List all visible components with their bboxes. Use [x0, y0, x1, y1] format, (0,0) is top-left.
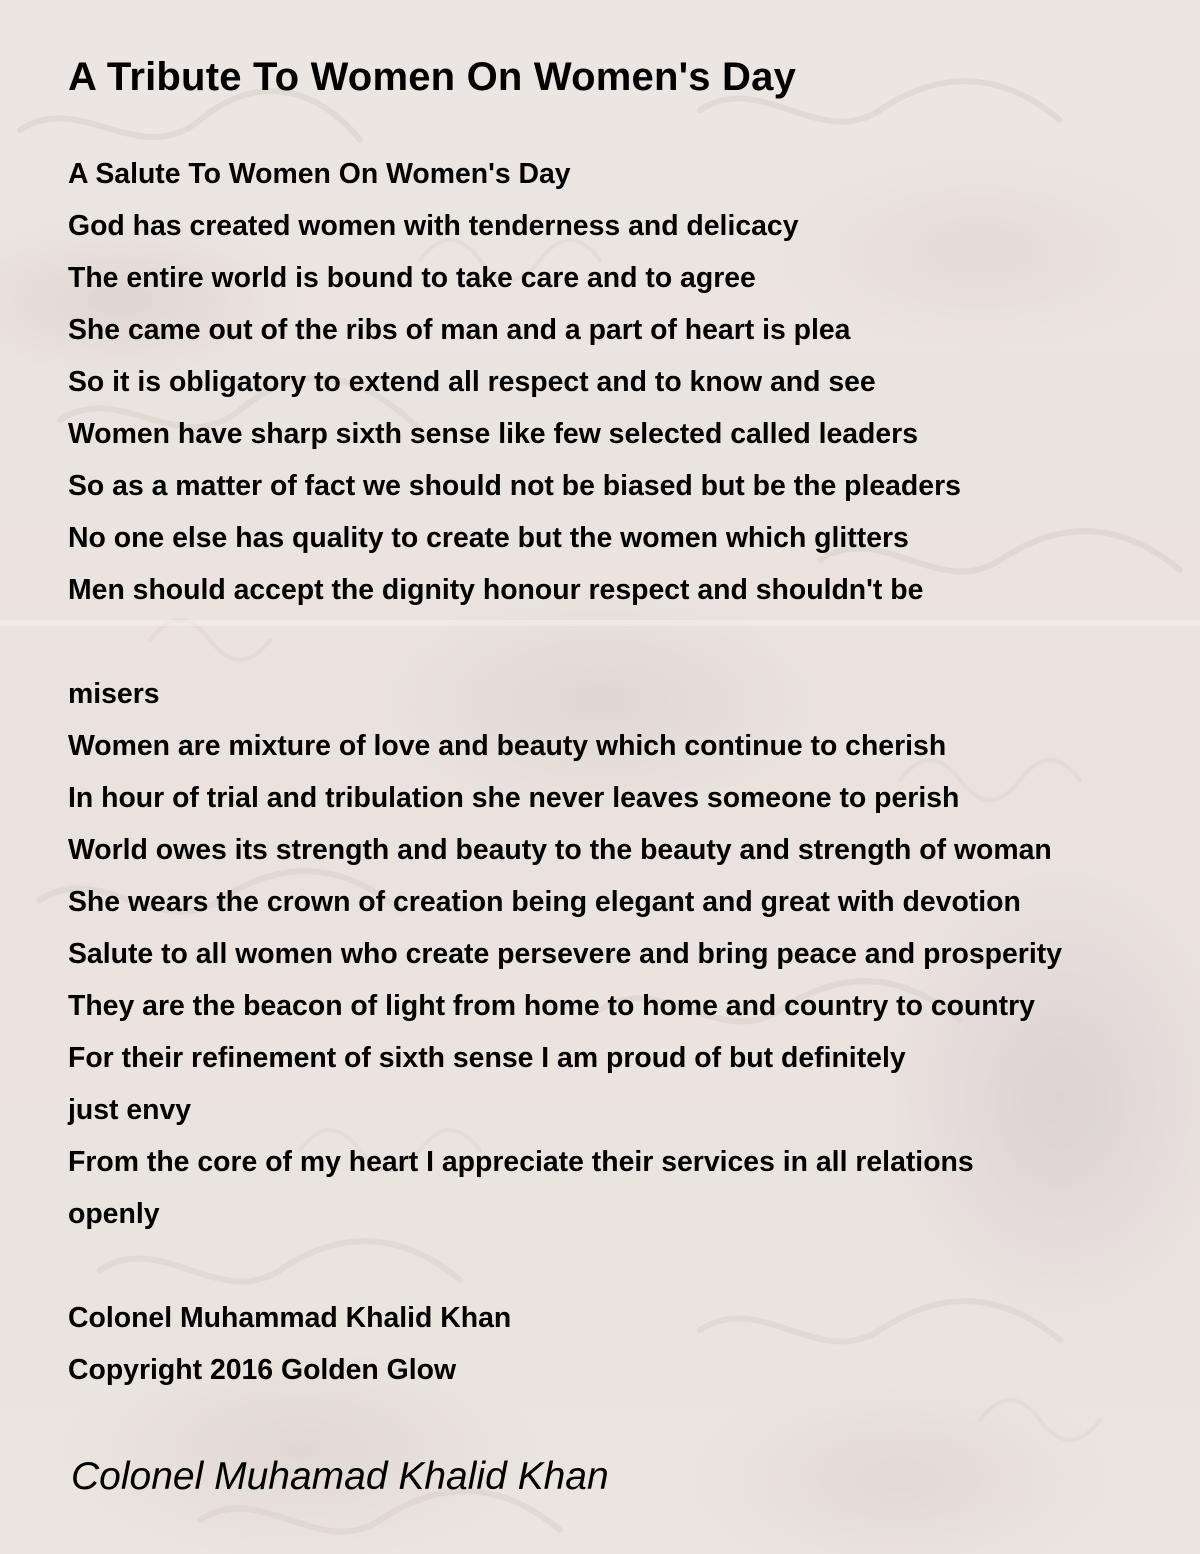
poem-line: Men should accept the dignity honour respect and shouldn't be [68, 574, 924, 606]
author-signature: Colonel Muhamad Khalid Khan [71, 1455, 609, 1498]
poem-credits [68, 1292, 511, 1396]
poem-line: For their refinement of sixth sense I am proud of but definitely [68, 1042, 906, 1074]
poem-line: openly [68, 1198, 160, 1230]
author-name: Colonel Muhammad Khalid Khan [68, 1302, 512, 1334]
poem-line: Women are mixture of love and beauty which continue to cherish [68, 730, 947, 762]
poem-line: So as a matter of fact we should not be biased but be the pleaders [68, 470, 961, 502]
poem-line: They are the beacon of light from home to home and country to country [68, 990, 1035, 1022]
poem-line: Salute to all women who create persevere and bring peace and prosperity [68, 938, 1062, 970]
poem-line: misers [68, 678, 160, 710]
poem-blank-line [68, 616, 1062, 668]
poem-line: God has created women with tenderness and delicacy [68, 210, 799, 242]
poem-line: She came out of the ribs of man and a part of heart is plea [68, 314, 851, 346]
poem-line: just envy [68, 1094, 192, 1126]
poem-line: So it is obligatory to extend all respect and to know and see [68, 366, 876, 398]
poem-line: Women have sharp sixth sense like few selected called leaders [68, 418, 919, 450]
poem-line: From the core of my heart I appreciate their services in all relations [68, 1146, 974, 1178]
poem-line: No one else has quality to create but the women which glitters [68, 522, 909, 554]
poem-line: She wears the crown of creation being elegant and great with devotion [68, 886, 1021, 918]
poem-line: World owes its strength and beauty to the beauty and strength of woman [68, 834, 1052, 866]
poem-title: A Tribute To Women On Women's Day [68, 55, 797, 99]
poem-line: In hour of trial and tribulation she never leaves someone to perish [68, 782, 960, 814]
copyright-notice: Copyright 2016 Golden Glow [68, 1354, 457, 1386]
poem-line: A Salute To Women On Women's Day [68, 158, 571, 190]
poem-body [68, 148, 1062, 1240]
poem-line: The entire world is bound to take care and to agree [68, 262, 756, 294]
